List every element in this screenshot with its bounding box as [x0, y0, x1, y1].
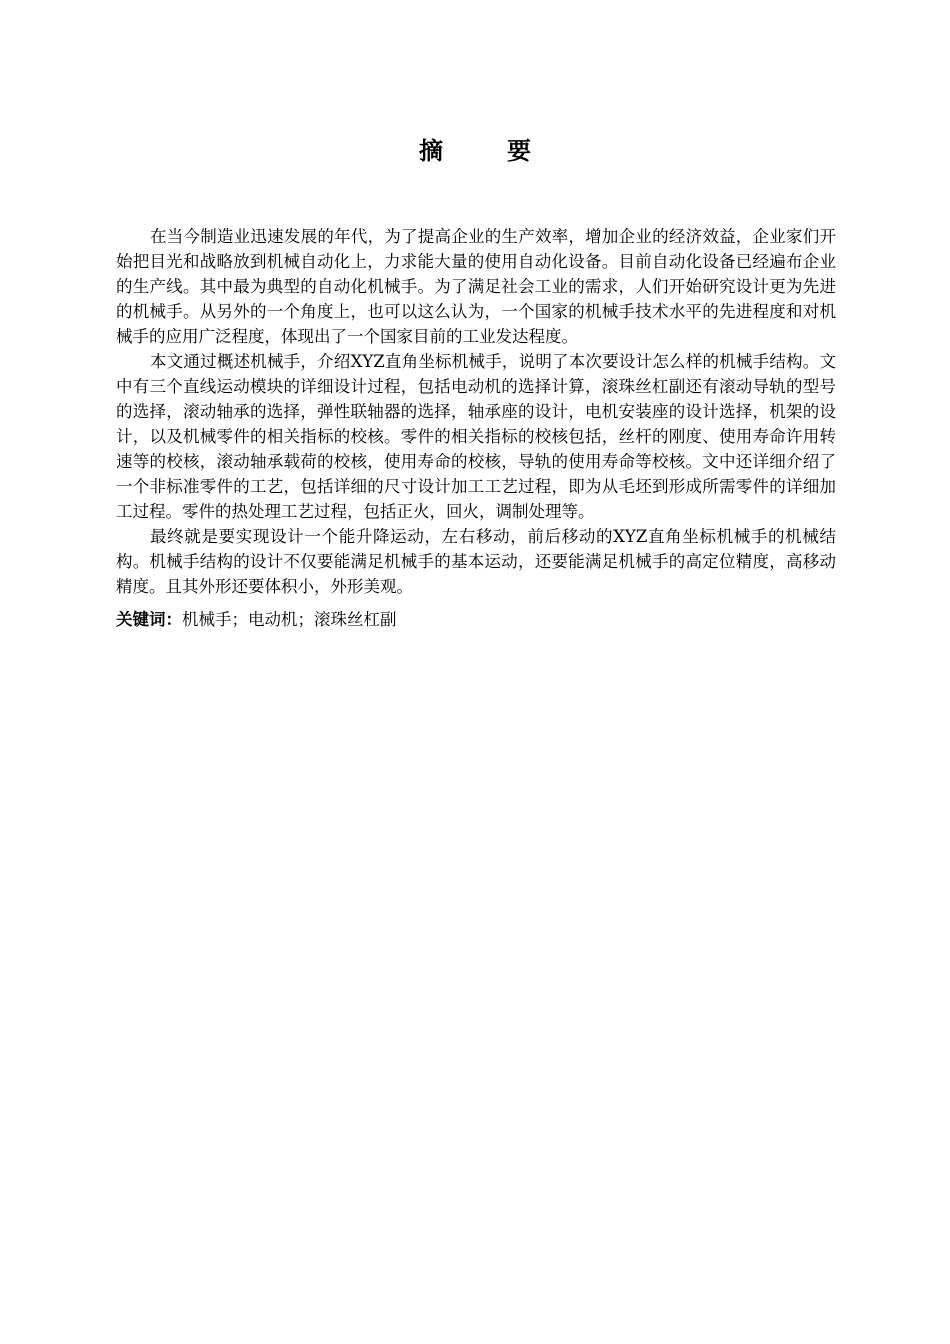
- abstract-paragraph-3: 最终就是要实现设计一个能升降运动，左右移动，前后移动的XYZ直角坐标机械手的机械结构。机械手结构的设计不仅要能满足机械手的基本运动，还要能满足机械手的高定位精度，高移动精度。且其外形还要体积小，外形美观。: [116, 527, 836, 596]
- keywords-text: 机械手；电动机；滚珠丝杠副: [182, 610, 397, 629]
- keywords-label: 关键词：: [116, 610, 182, 629]
- abstract-paragraph-1: 在当今制造业迅速发展的年代，为了提高企业的生产效率，增加企业的经济效益，企业家们开始把目光和战略放到机械自动化上，力求能大量的使用自动化设备。目前自动化设备已经遍布企业的生产线。其中最为典型的自动化机械手。为了满足社会工业的需求，人们开始研究设计更为先进的机械手。从另外的一个角度上，也可以这么认为，一个国家的机械手技术水平的先进程度和对机械手的应用广泛程度，体现出了一个国家目前的工业发达程度。: [116, 227, 836, 346]
- keywords-line: [116, 607, 836, 632]
- abstract-body: [116, 224, 836, 632]
- abstract-paragraph-2: 本文通过概述机械手，介绍XYZ直角坐标机械手，说明了本次要设计怎么样的机械手结构。文中有三个直线运动模块的详细设计过程，包括电动机的选择计算，滚珠丝杠副还有滚动导轨的型号的选择，滚动轴承的选择，弹性联轴器的选择，轴承座的设计，电机安装座的设计选择，机架的设计，以及机械零件的相关指标的校核。零件的相关指标的校核包括，丝杆的刚度、使用寿命许用转速等的校核，滚动轴承载荷的校核，使用寿命的校核，导轨的使用寿命等校核。文中还详细介绍了一个非标准零件的工艺，包括详细的尺寸设计加工工艺过程，即为从毛坯到形成所需零件的详细加工过程。零件的热处理工艺过程，包括正火，回火，调制处理等。: [116, 352, 836, 521]
- page-title: 摘 要: [419, 137, 551, 165]
